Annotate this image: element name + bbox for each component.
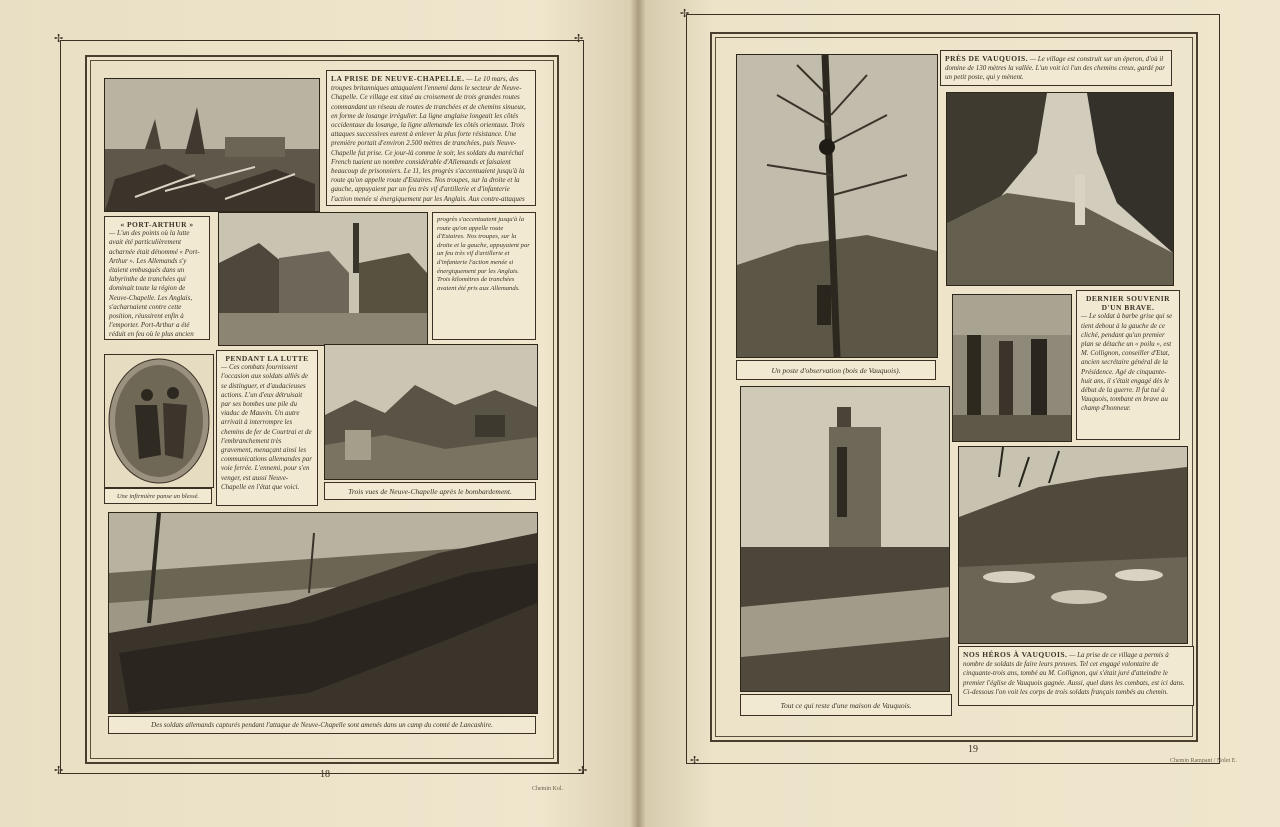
corner-ornament-icon: ✢ — [54, 33, 64, 45]
article-body: — Le 10 mars, des troupes britanniques attaquaient l'ennemi dans le secteur de Neuve-Chapelle. Ce village est situé au croisement de trois grandes routes commandant un réseau de routes de tranchées et de chemins sinueux, en forme de losange irrégulier. La ligne anglaise longeait les côtés occidentaux du losange, la ligne allemande les côtés orientaux. Trois attaques successives eurent à enlever la plus forte résistance. Une première portait d'environ 2.500 mètres de tranchées, puis Neuve-Chapelle fut prise. Ce jour-là comme le soir, les soldats du maréchal French tuaient un nombre considérable d'Allemands et faisaient beaucoup de prisonniers. Le 11, les progrès s'accentuaient jusqu'à la route qu'on appelle route d'Estaires. Nos troupes, sur la droite et la gauche, appuyaient par un feu très vif d'artillerie et d'infanterie l'action menée si énergiquement par les Anglais. Aux contre-attaques — [331, 75, 526, 203]
corner-ornament-icon: ✢ — [680, 8, 690, 20]
page-number-right: 19 — [968, 744, 978, 755]
page-number-left: 18 — [320, 769, 330, 780]
article-title: LA PRISE DE NEUVE-CHAPELLE. — [331, 74, 465, 83]
corner-ornament-icon: ✢ — [54, 765, 64, 777]
footer-left: Chemin Kol. — [532, 786, 563, 792]
corner-ornament-icon: ✢ — [578, 765, 588, 777]
port-arthur-body: — L'un des points où la lutte avait été particulièrement acharnée était dénommé « Port-Arthur ». Les Allemands s'y étaient embusqués dans un labyrinthe de tranchées qui dominait toute la région de Neuve-Chapelle. Les Anglais, s'acharnaient contre cette position, réussirent enfin à l'emporter. Port-Arthur a été réduit en feu où le plus ancien — [109, 229, 200, 339]
dernier-souvenir-body: — Le soldat à barbe grise qui se tient debout à la gauche de ce cliché, pendant qu'un premier plan se détache un « poilu », est M. Collignon, conseiller d'Etat, ancien secrétaire général de la Présidence. Agé de cinquante-huit ans, il s'était engagé dès le début de la guerre. Il fut tué à Vauquois, tombant en brave au champ d'honneur. — [1081, 312, 1173, 413]
pres-de-vauquois-title: PRÈS DE VAUQUOIS. — [945, 54, 1029, 63]
photo-german-prisoners — [108, 512, 538, 714]
dernier-souvenir-box — [1076, 290, 1180, 440]
photo-nurse-wounded — [104, 354, 214, 488]
photo-neuve-chapelle-ruins — [324, 344, 538, 480]
pendant-la-lutte-title: PENDANT LA LUTTE — [225, 354, 309, 363]
dernier-souvenir-title: DERNIER SOUVENIR D'UN BRAVE. — [1085, 294, 1171, 313]
photo-ruined-houses — [218, 212, 428, 346]
photo-observation-post — [736, 54, 938, 358]
corner-ornament-icon: ✢ — [574, 33, 584, 45]
nos-heros-title: NOS HÉROS À VAUQUOIS. — [963, 650, 1068, 659]
pendant-la-lutte-box — [216, 350, 318, 506]
photo-sunken-road — [946, 92, 1174, 286]
photo-ruins-church — [104, 78, 320, 212]
caption-maison: Tout ce qui reste d'une maison de Vauquois. — [740, 694, 952, 716]
corner-ornament-icon: ✢ — [690, 755, 700, 767]
caption-nurse: Une infirmière panse un blessé. — [104, 488, 212, 504]
pres-de-vauquois-box — [940, 50, 1172, 86]
article-continuation-text: progrès s'accentuaient jusqu'à la route qu'on appelle route d'Estaires. Nos troupes, sur la droite et la gauche, appuyaient par un feu très vif d'artillerie et d'infanterie l'action menée si énergiquement par les Anglais. Trois kilomètres de tranchées avaient été pris aux Allemands. — [437, 216, 530, 292]
pendant-la-lutte-body: — Ces combats fournissent l'occasion aux soldats alliés de se distinguer, et d'audacieuses actions. L'un d'eux détruisait par ses bombes une pile du viaduc de Mauvin. Un autre arrivait à interrompre les chemins de fer de Courtrai et de l'embranchement très gravement, menaçant ainsi les communications allemandes par voie ferrée. L'ennemi, pour s'en venger, est aussi Neuve-Chapelle en l'état que voici. — [221, 363, 312, 491]
port-arthur-box — [104, 216, 210, 340]
caption-prisoners: Des soldats allemands capturés pendant l'attaque de Neuve-Chapelle sont amenés dans un camp du comté de Lancashire. — [108, 716, 536, 734]
port-arthur-title: « PORT-ARTHUR » — [120, 220, 194, 229]
book-gutter — [630, 0, 646, 827]
photo-soldiers-collignon — [952, 294, 1072, 442]
article-continuation — [432, 212, 536, 340]
footer-right: Chemin Rampant / Nolet E. — [1170, 758, 1237, 764]
article-neuve-chapelle — [326, 70, 536, 206]
photo-ruined-house-tower — [740, 386, 950, 692]
photo-fallen-soldiers — [958, 446, 1188, 644]
nos-heros-body: — La prise de ce village a permis à nombre de soldats de faire leurs preuves. Tel cet engagé volontaire de cinquante-trois ans, tombé au M. Collignon, qui s'était juré d'atteindre le premier l'église de Vauquois gagnée. Aussi, quel dans les combats, est ici dans. Ci-dessous l'on voit les corps de trois soldats français tombés au chemin. — [963, 651, 1185, 696]
caption-observation: Un poste d'observation (bois de Vauquois). — [736, 360, 936, 380]
pres-de-vauquois-body: — Le village est construit sur un éperon, d'où il domine de 130 mètres la vallée. L'un voit ici l'un des chemins creux, gardé par un petit poste, qui y mènent. — [945, 55, 1165, 82]
nos-heros-box — [958, 646, 1194, 706]
caption-ruins: Trois vues de Neuve-Chapelle après le bombardement. — [324, 482, 536, 500]
